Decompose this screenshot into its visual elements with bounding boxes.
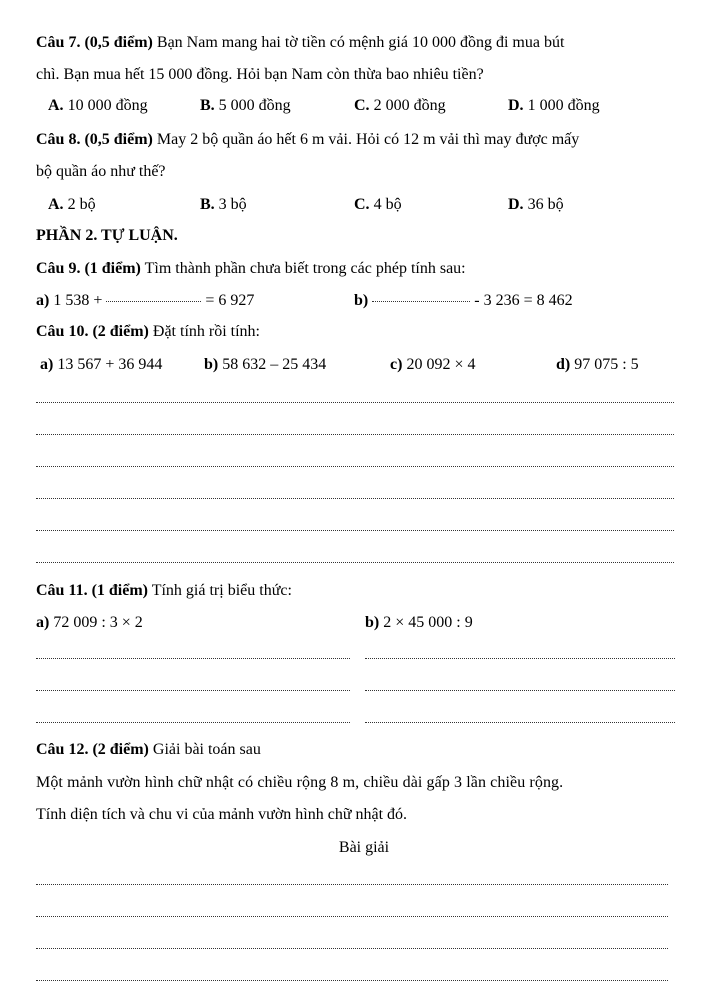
- q7-option-d: D. 1 000 đồng: [508, 97, 600, 114]
- q11-b-answer-line-1[interactable]: [365, 658, 675, 659]
- q11-a-answer-line-2[interactable]: [36, 690, 350, 691]
- q9-a-blank[interactable]: [106, 301, 201, 302]
- q8-text2: bộ quần áo như thế?: [36, 163, 166, 180]
- q9-b-blank[interactable]: [372, 301, 470, 302]
- q7-option-c: C. 2 000 đồng: [354, 97, 446, 114]
- q10-answer-line-5[interactable]: [36, 530, 674, 531]
- q11-part-a: a) 72 009 : 3 × 2: [36, 614, 143, 631]
- q8-option-c: C. 4 bộ: [354, 196, 402, 213]
- part2-heading: PHẦN 2. TỰ LUẬN.: [36, 227, 178, 244]
- q12-answer-line-2[interactable]: [36, 916, 668, 917]
- q10-answer-line-4[interactable]: [36, 498, 674, 499]
- q11-a-answer-line-1[interactable]: [36, 658, 350, 659]
- q10-item-a: a) 13 567 + 36 944: [40, 356, 163, 373]
- q10-answer-line-2[interactable]: [36, 434, 674, 435]
- q7-text1: Bạn Nam mang hai tờ tiền có mệnh giá 10 000 đồng đi mua bút: [152, 34, 565, 51]
- q11-text: Tính giá trị biểu thức:: [148, 582, 292, 599]
- q7-line2: [36, 66, 694, 84]
- q9-part-b: b) - 3 236 = 8 462: [354, 292, 573, 309]
- q11-label: Câu 11. (1 điểm): [36, 582, 148, 599]
- q8-line1: [36, 131, 694, 149]
- q10-item-b: b) 58 632 – 25 434: [204, 356, 327, 373]
- q12-label: Câu 12. (2 điểm): [36, 741, 149, 758]
- q12-answer-line-4[interactable]: [36, 980, 668, 981]
- q12-line: [36, 741, 694, 759]
- q10-answer-line-6[interactable]: [36, 562, 674, 563]
- q12-text: Giải bài toán sau: [148, 741, 261, 758]
- q9-line: [36, 260, 694, 278]
- q7-label: Câu 7. (0,5 điểm): [36, 34, 153, 51]
- q10-text: Đặt tính rồi tính:: [148, 323, 260, 340]
- q12-problem-line1: Một mảnh vườn hình chữ nhật có chiều rộng 8 m, chiều dài gấp 3 lần chiều rộng.: [36, 774, 564, 791]
- q11-b-answer-line-2[interactable]: [365, 690, 675, 691]
- q10-answer-line-1[interactable]: [36, 402, 674, 403]
- q9-part-a: a) 1 538 + = 6 927: [36, 292, 255, 309]
- q10-label: Câu 10. (2 điểm): [36, 323, 149, 340]
- q7-option-b: B. 5 000 đồng: [200, 97, 291, 114]
- q12-solution-title: Bài giải: [338, 839, 390, 856]
- q8-option-a: A. 2 bộ: [48, 196, 96, 213]
- q7-text2: chì. Bạn mua hết 15 000 đồng. Hỏi bạn Nam còn thừa bao nhiêu tiền?: [36, 66, 484, 83]
- q10-answer-line-3[interactable]: [36, 466, 674, 467]
- q9-text: Tìm thành phần chưa biết trong các phép tính sau:: [140, 260, 466, 277]
- q12-problem-line2: Tính diện tích và chu vi của mảnh vườn hình chữ nhật đó.: [36, 806, 408, 823]
- q10-item-d: d) 97 075 : 5: [556, 356, 639, 373]
- q7-line1: [36, 34, 694, 52]
- q10-line: [36, 323, 694, 341]
- q8-line2: [36, 163, 694, 181]
- q11-line: [36, 582, 694, 600]
- q7-option-a: A. 10 000 đồng: [48, 97, 148, 114]
- q8-label: Câu 8. (0,5 điểm): [36, 131, 153, 148]
- q10-item-c: c) 20 092 × 4: [390, 356, 476, 373]
- q11-b-answer-line-3[interactable]: [365, 722, 675, 723]
- q12-answer-line-3[interactable]: [36, 948, 668, 949]
- q8-option-d: D. 36 bộ: [508, 196, 564, 213]
- q12-answer-line-1[interactable]: [36, 884, 668, 885]
- q9-label: Câu 9. (1 điểm): [36, 260, 141, 277]
- q11-a-answer-line-3[interactable]: [36, 722, 350, 723]
- q11-part-b: b) 2 × 45 000 : 9: [365, 614, 473, 631]
- q8-text1: May 2 bộ quần áo hết 6 m vải. Hỏi có 12 m vải thì may được mấy: [152, 131, 580, 148]
- q8-option-b: B. 3 bộ: [200, 196, 247, 213]
